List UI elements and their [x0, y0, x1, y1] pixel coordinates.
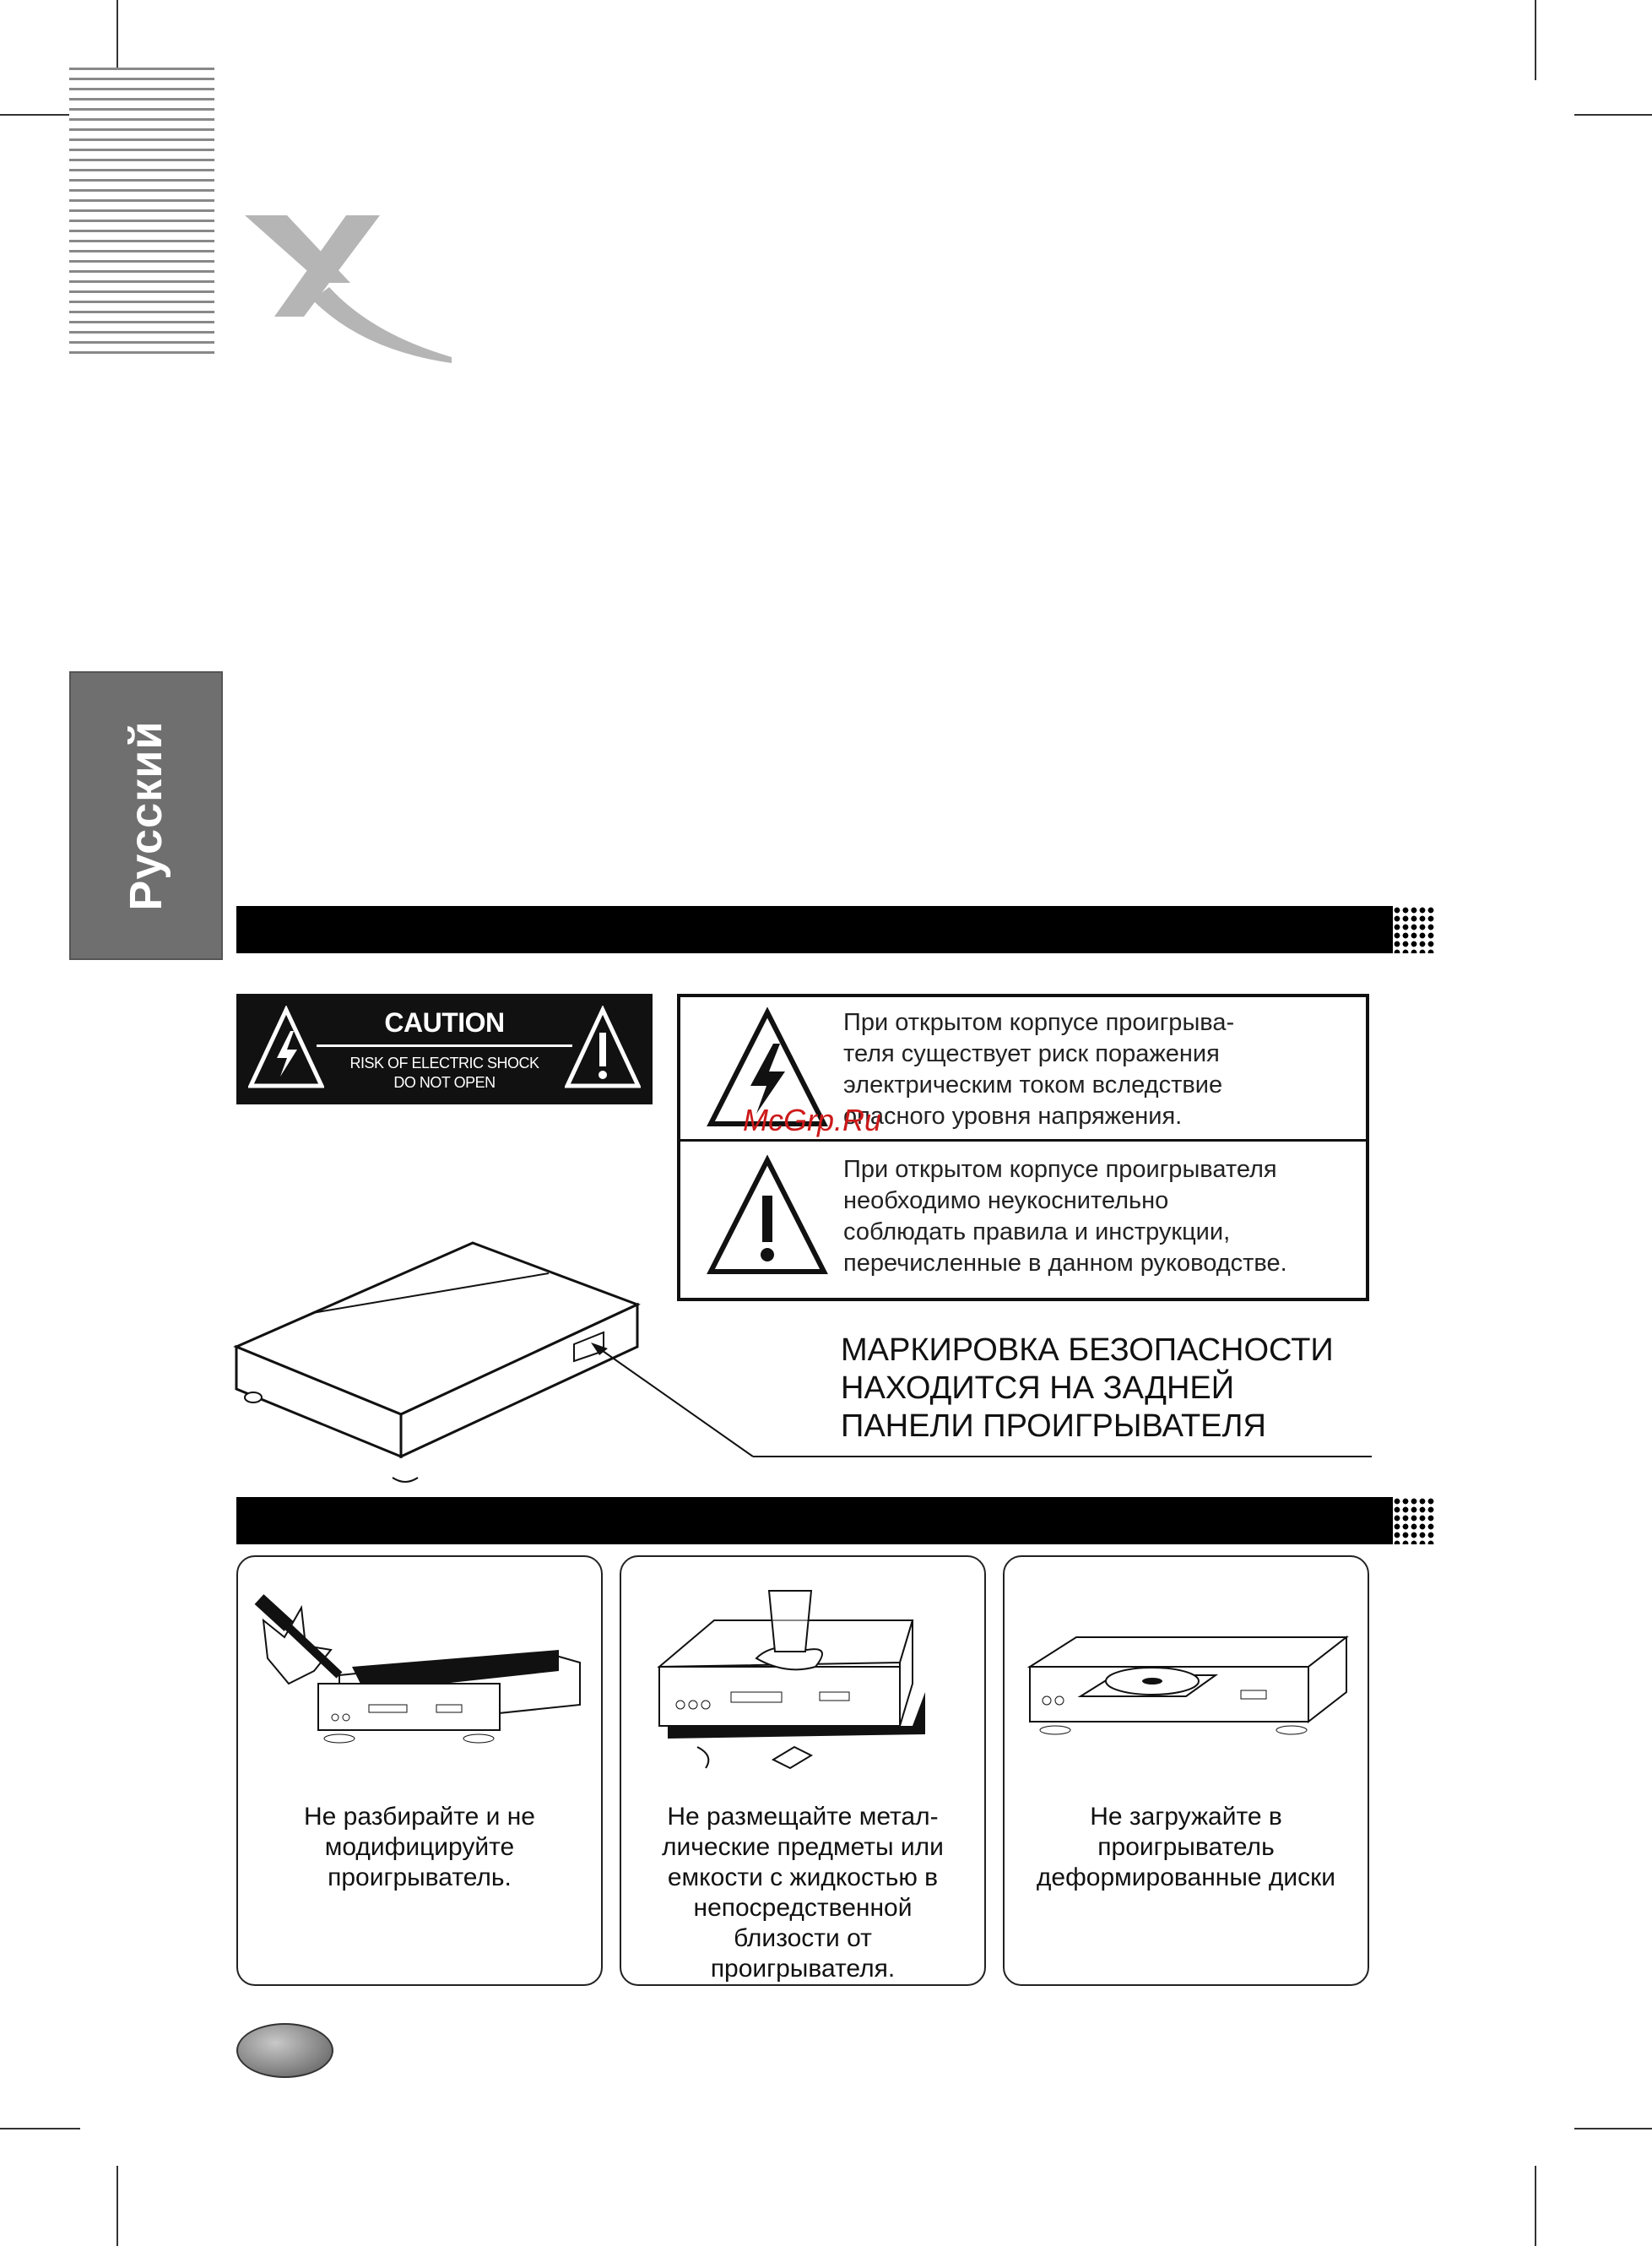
crop-mark: [1574, 114, 1652, 116]
crop-mark: [1535, 2166, 1536, 2246]
section-header-bar: [236, 906, 1393, 953]
screwdriver-player-illustration: [238, 1557, 604, 1785]
header-stripes: [69, 68, 214, 361]
warning-divider: [680, 1139, 1366, 1142]
precaution-card-liquids: [620, 1555, 986, 1986]
brand-x-logo: [228, 207, 464, 363]
caution-divider: [317, 1044, 572, 1047]
section-bar-dots: [1376, 906, 1435, 953]
warning-text-instructions: При открытом корпусе проигрывателя необходимо неукоснительно соблюдать правила и инструкции, перечисленные в данном руководстве.: [843, 1156, 1287, 1277]
language-tab: [69, 671, 223, 960]
language-label: Русский: [121, 720, 171, 911]
disc-tray-illustration: [1005, 1557, 1371, 1785]
precaution-card-warped-discs: [1003, 1555, 1369, 1986]
exclamation-warning-icon: [565, 1006, 641, 1090]
section-bar-dots: [1376, 1497, 1435, 1544]
caution-line1: RISK OF ELECTRIC SHOCK: [349, 1055, 539, 1071]
safety-marking-note: МАРКИРОВКА БЕЗОПАСНОСТИ НАХОДИТСЯ НА ЗАДНЕЙ ПАНЕЛИ ПРОИГРЫВАТЕЛЯ: [841, 1332, 1334, 1444]
crop-mark: [1535, 0, 1536, 80]
liquid-on-player-illustration: [621, 1557, 988, 1785]
caution-label: [236, 994, 653, 1104]
card-text: Не размещайте метал- лические предметы или емкости с жидкостью в непосредственной близости от проигрывателя.: [662, 1803, 944, 1983]
warning-text-shock: При открытом корпусе проигрыва- теля существует риск поражения электрическим током вследствие опасного уровня напряжения.: [843, 1009, 1235, 1130]
caution-title: CAUTION: [384, 1007, 505, 1038]
card-text: Не загружайте в проигрыватель деформированные диски: [1036, 1803, 1336, 1891]
card-text: Не разбирайте и не модифицируйте проигрыватель.: [304, 1803, 535, 1891]
page-number-oval: [236, 2023, 333, 2078]
section-header-bar: [236, 1497, 1393, 1544]
caution-line2: DO NOT OPEN: [393, 1074, 496, 1091]
watermark: McGrp.Ru: [743, 1103, 882, 1137]
crop-mark: [0, 114, 80, 116]
crop-mark: [0, 2128, 80, 2129]
precaution-card-disassemble: [236, 1555, 603, 1986]
crop-mark: [1574, 2128, 1652, 2129]
crop-mark: [116, 2166, 118, 2246]
